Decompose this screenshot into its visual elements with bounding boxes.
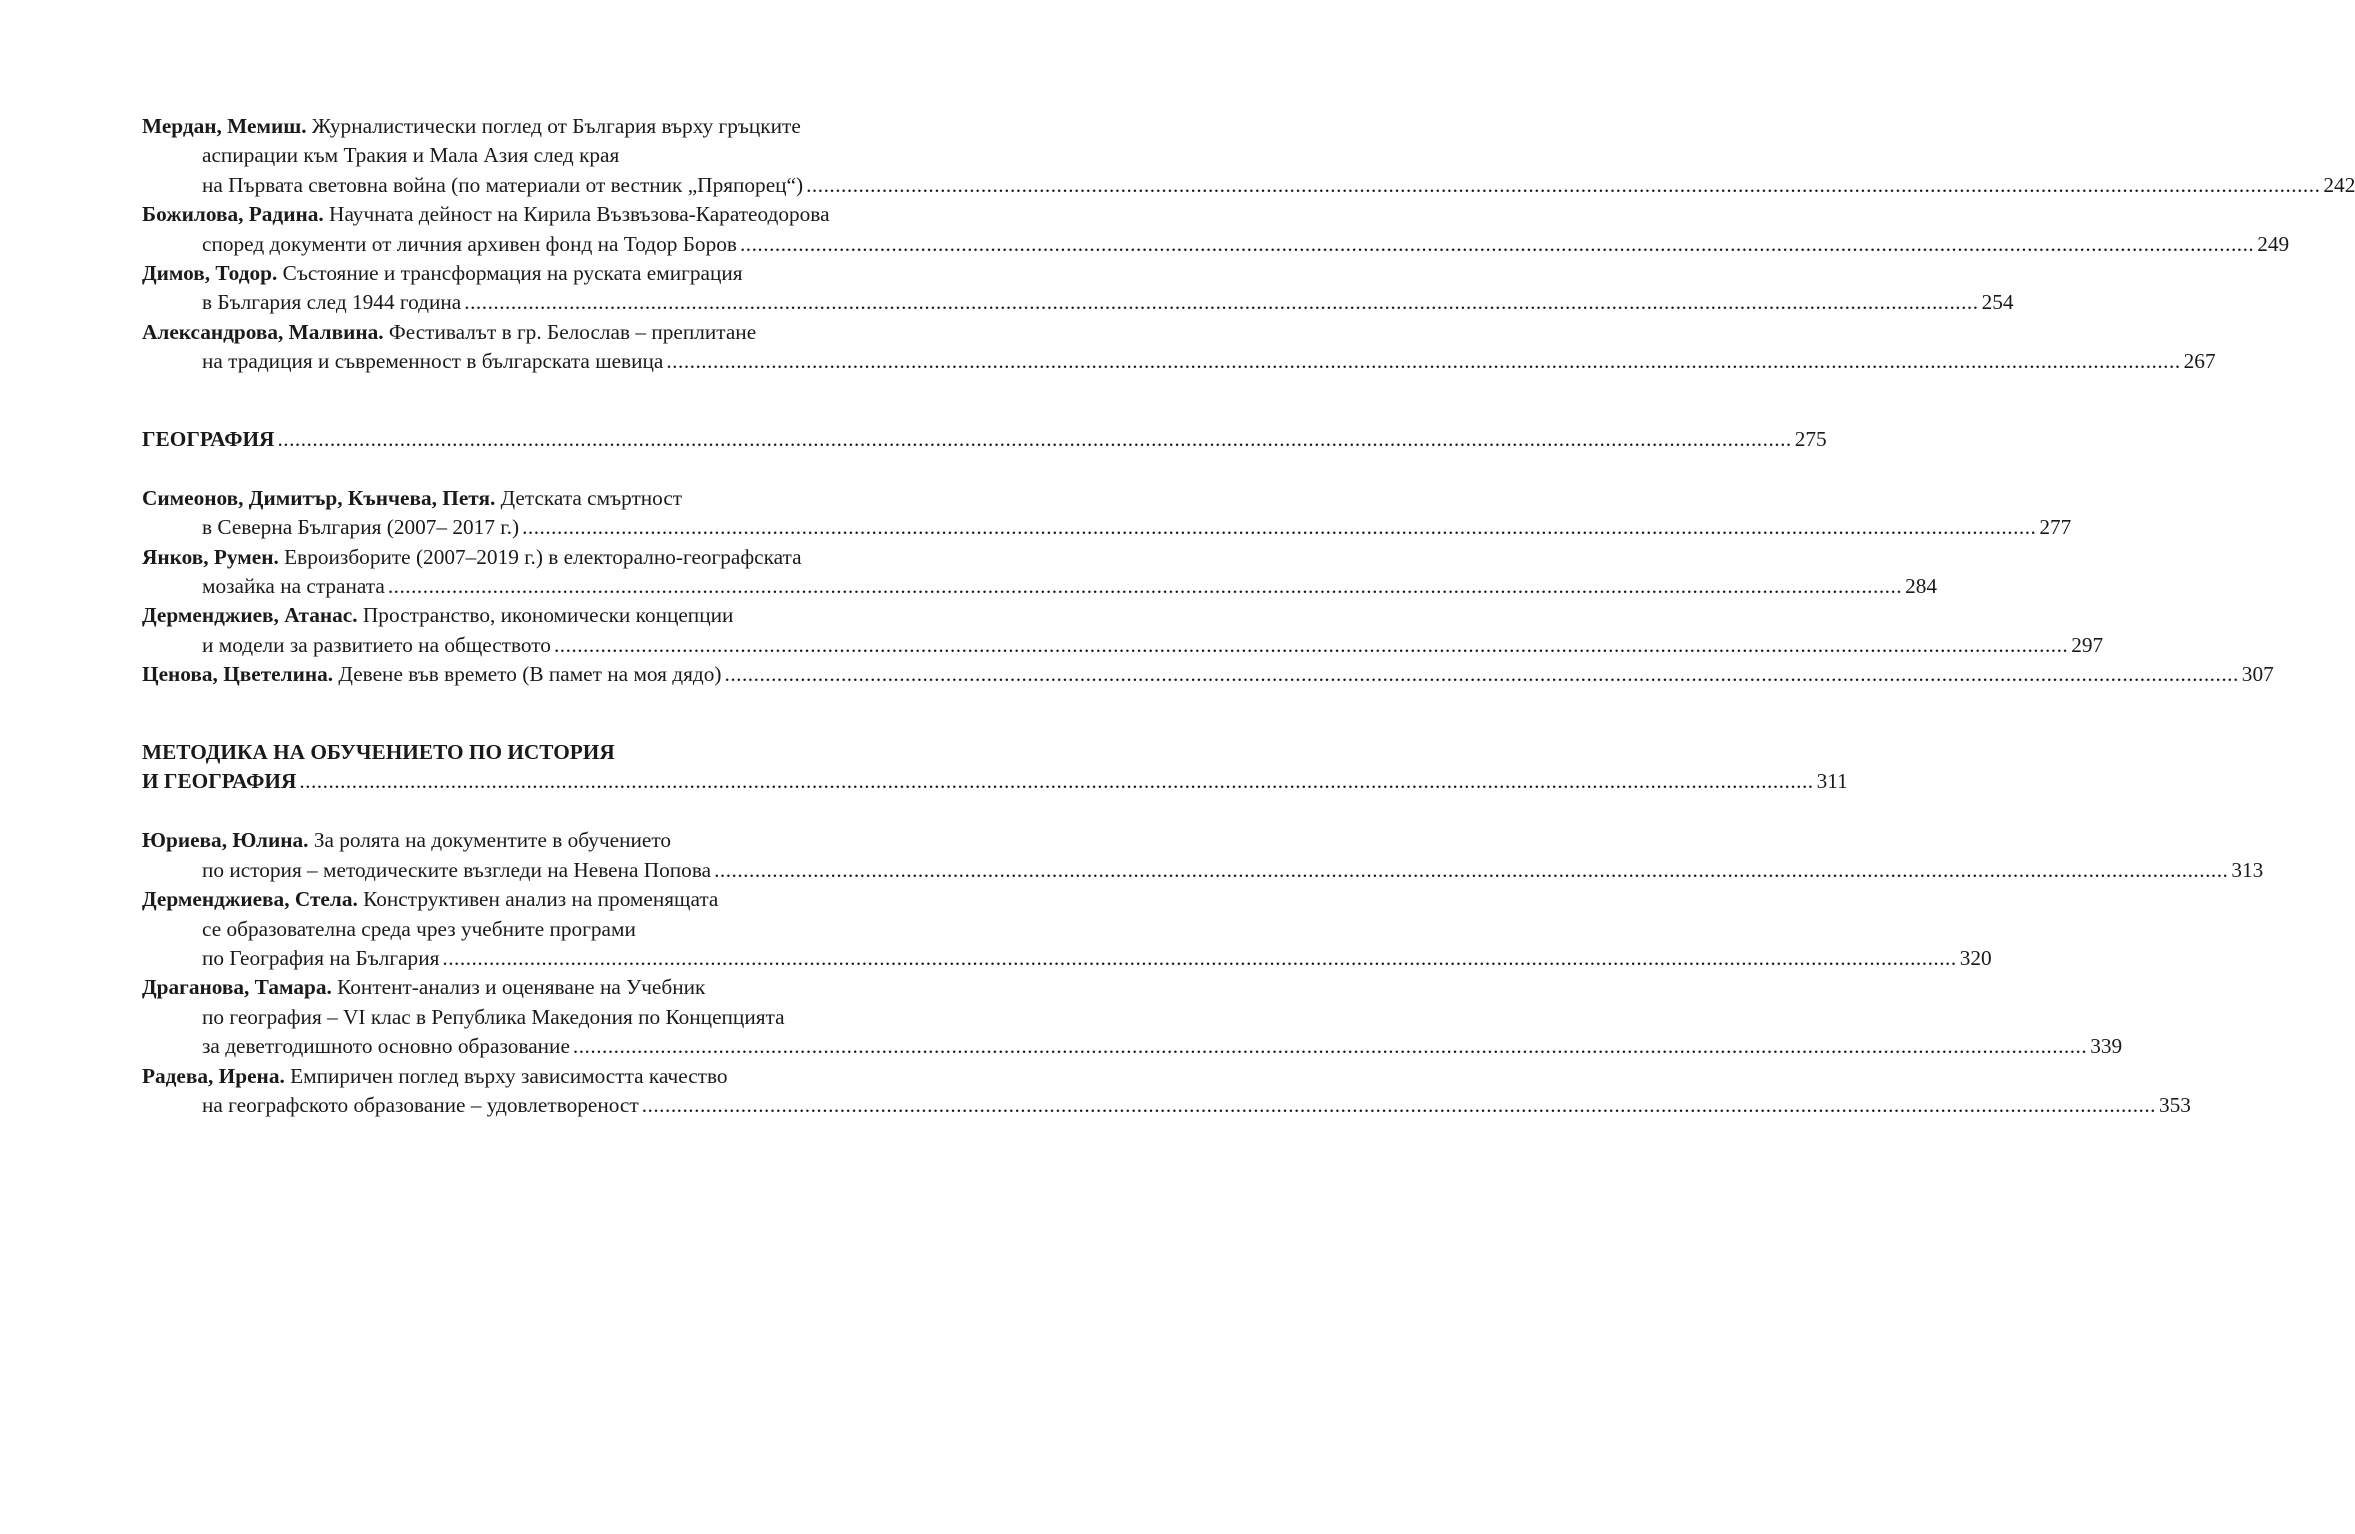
entry-title: на географското образование – удовлетвореност xyxy=(202,1092,639,1117)
entry-text xyxy=(202,347,663,376)
entry-line xyxy=(142,112,966,141)
entry-text xyxy=(202,288,461,317)
entry-title: Контент-анализ и оценяване на Учебник xyxy=(331,975,706,1000)
entry-title: на традиция и съвременност в българската шевица xyxy=(202,349,664,374)
entry-text xyxy=(202,1091,639,1120)
toc-entry xyxy=(142,318,2216,377)
entry-title: в България след 1944 година xyxy=(202,290,462,315)
dot-leader: .................................................................................................................................................................................................................................................................... xyxy=(277,426,1792,451)
page-number: 275 xyxy=(1794,426,1827,451)
entry-author: Юриева, Юлина. xyxy=(142,828,309,853)
toc-entry xyxy=(142,1062,2191,1121)
toc-entry xyxy=(142,543,1938,602)
toc-entry xyxy=(142,259,2014,318)
table-of-contents xyxy=(142,112,2355,1120)
dot-leader: .................................................................................................................................................................................................................................................................... xyxy=(714,857,2229,882)
entry-title: Емпиричен поглед върху зависимостта качество xyxy=(284,1063,728,1088)
entry-line xyxy=(142,171,2355,200)
entry-line xyxy=(142,259,966,288)
entry-title: по география – VI клас в Република Македония по Концепцията xyxy=(202,1004,785,1029)
page-number: 254 xyxy=(1981,290,2014,315)
entry-text xyxy=(202,513,519,542)
page-number: 249 xyxy=(2257,231,2290,256)
section-gap xyxy=(142,796,966,826)
entry-line xyxy=(142,660,2274,689)
entry-line xyxy=(142,347,2216,376)
page-number: 297 xyxy=(2071,632,2104,657)
entry-title: Евроизборите (2007–2019 г.) в електорално-географската xyxy=(278,544,802,569)
dot-leader: .................................................................................................................................................................................................................................................................... xyxy=(442,945,1957,970)
toc-entry xyxy=(142,973,2123,1061)
entry-title: мозайка на страната xyxy=(202,574,385,599)
entry-author: Александрова, Малвина. xyxy=(142,319,384,344)
toc-entry xyxy=(142,200,2290,259)
entry-title: Конструктивен анализ на променящата xyxy=(357,887,719,912)
entry-text xyxy=(142,660,722,689)
entry-line xyxy=(142,1003,966,1032)
toc-entry xyxy=(142,660,2274,689)
page-number: 277 xyxy=(2039,515,2072,540)
entry-author: Драганова, Тамара. xyxy=(142,975,332,1000)
entry-text xyxy=(202,572,385,601)
section-heading-text: МЕТОДИКА НА ОБУЧЕНИЕТО ПО ИСТОРИЯ xyxy=(142,739,615,764)
entry-title: Журналистически поглед от България върху гръцките xyxy=(306,114,801,138)
entry-title: според документи от личния архивен фонд на Тодор Боров xyxy=(202,231,737,256)
entry-line xyxy=(142,513,2072,542)
entry-text xyxy=(202,1032,570,1061)
entry-line xyxy=(142,826,966,855)
entry-title: и модели за развитието на обществото xyxy=(202,632,551,657)
dot-leader: .................................................................................................................................................................................................................................................................... xyxy=(299,769,1814,794)
entry-title: Научната дейност на Кирила Възвъзова-Каратеодорова xyxy=(323,202,830,227)
entry-author: Янков, Румен. xyxy=(142,544,279,569)
section-gap xyxy=(142,690,966,738)
entry-title: Девене във времето (В памет на моя дядо) xyxy=(333,662,722,687)
entry-line xyxy=(142,572,1938,601)
toc-entry xyxy=(142,484,2072,543)
entry-line xyxy=(142,288,2014,317)
entry-title: Състояние и трансформация на руската емиграция xyxy=(277,260,743,285)
entry-line xyxy=(142,944,1992,973)
dot-leader: .................................................................................................................................................................................................................................................................... xyxy=(464,290,1979,315)
entry-text xyxy=(202,944,439,973)
entry-text xyxy=(202,230,737,259)
entry-author: Мердан, Мемиш. xyxy=(142,114,307,138)
toc-entry xyxy=(142,826,2264,885)
page-number: 313 xyxy=(2231,857,2264,882)
entry-title: Детската смъртност xyxy=(495,485,683,510)
entry-title: аспирации към Тракия и Мала Азия след края xyxy=(202,143,620,168)
section-heading xyxy=(142,738,966,767)
entry-title: Фестивалът в гр. Белослав – преплитане xyxy=(383,319,757,344)
entry-line xyxy=(142,318,966,347)
dot-leader: .................................................................................................................................................................................................................................................................... xyxy=(666,349,2181,374)
entry-title: на Първата световна война (по материали от вестник „Пряпорец“) xyxy=(202,172,804,197)
dot-leader: .................................................................................................................................................................................................................................................................... xyxy=(739,231,2255,256)
page-number: 307 xyxy=(2241,662,2274,687)
entry-author: Божилова, Радина. xyxy=(142,202,324,227)
dot-leader: .................................................................................................................................................................................................................................................................... xyxy=(522,515,2037,540)
toc-entry xyxy=(142,885,1992,973)
page-number: 353 xyxy=(2159,1092,2191,1117)
toc-entry xyxy=(142,112,2355,200)
entry-author: Ценова, Цветелина. xyxy=(142,662,334,687)
entry-line xyxy=(142,631,2104,660)
dot-leader: .................................................................................................................................................................................................................................................................... xyxy=(553,632,2069,657)
page-number: 339 xyxy=(2090,1034,2123,1059)
entry-line xyxy=(142,1062,966,1091)
dot-leader: .................................................................................................................................................................................................................................................................... xyxy=(806,172,2321,197)
entry-title: се образователна среда чрез учебните програми xyxy=(202,916,636,941)
entry-author: Симеонов, Димитър, Кънчева, Петя. xyxy=(142,485,496,510)
entry-author: Дерменджиев, Атанас. xyxy=(142,603,358,628)
entry-text xyxy=(202,171,803,200)
section-gap xyxy=(142,454,966,484)
entry-text xyxy=(202,631,551,660)
entry-text xyxy=(142,767,296,796)
entry-line xyxy=(142,885,966,914)
section-gap xyxy=(142,377,966,425)
entry-title: по География на България xyxy=(202,945,440,970)
entry-line xyxy=(142,200,966,229)
dot-leader: .................................................................................................................................................................................................................................................................... xyxy=(641,1092,2156,1117)
entry-line xyxy=(142,856,2264,885)
entry-title: в Северна България (2007– 2017 г.) xyxy=(202,515,520,540)
page-number: 242 xyxy=(2323,172,2355,197)
entry-text xyxy=(142,425,274,454)
page-number: 267 xyxy=(2183,349,2216,374)
entry-author: Дерменджиева, Стела. xyxy=(142,887,358,912)
entry-line xyxy=(142,601,966,630)
entry-line xyxy=(142,230,2290,259)
section-heading xyxy=(142,425,1827,454)
entry-line xyxy=(142,141,966,170)
page-number: 284 xyxy=(1905,574,1938,599)
entry-author: Радева, Ирена. xyxy=(142,1063,285,1088)
section-heading-text: ГЕОГРАФИЯ xyxy=(142,426,275,451)
entry-line xyxy=(142,1032,2123,1061)
page-number: 320 xyxy=(1959,945,1992,970)
entry-author: Димов, Тодор. xyxy=(142,260,278,285)
entry-text xyxy=(202,856,711,885)
entry-title: Пространство, икономически концепции xyxy=(357,603,734,628)
toc-entry xyxy=(142,601,2104,660)
page-number: 311 xyxy=(1816,769,1848,794)
entry-line xyxy=(142,484,966,513)
entry-title: за деветгодишното основно образование xyxy=(202,1034,570,1059)
section-heading xyxy=(142,767,1848,796)
entry-line xyxy=(142,543,966,572)
entry-line xyxy=(142,1091,2191,1120)
dot-leader: .................................................................................................................................................................................................................................................................... xyxy=(387,574,1903,599)
section-heading-text: И ГЕОГРАФИЯ xyxy=(142,769,297,794)
entry-title: по история – методическите възгледи на Невена Попова xyxy=(202,857,712,882)
entry-line xyxy=(142,915,966,944)
entry-title: За ролята на документите в обучението xyxy=(308,828,672,853)
dot-leader: .................................................................................................................................................................................................................................................................... xyxy=(572,1034,2088,1059)
entry-line xyxy=(142,973,966,1002)
dot-leader: .................................................................................................................................................................................................................................................................... xyxy=(724,662,2239,687)
